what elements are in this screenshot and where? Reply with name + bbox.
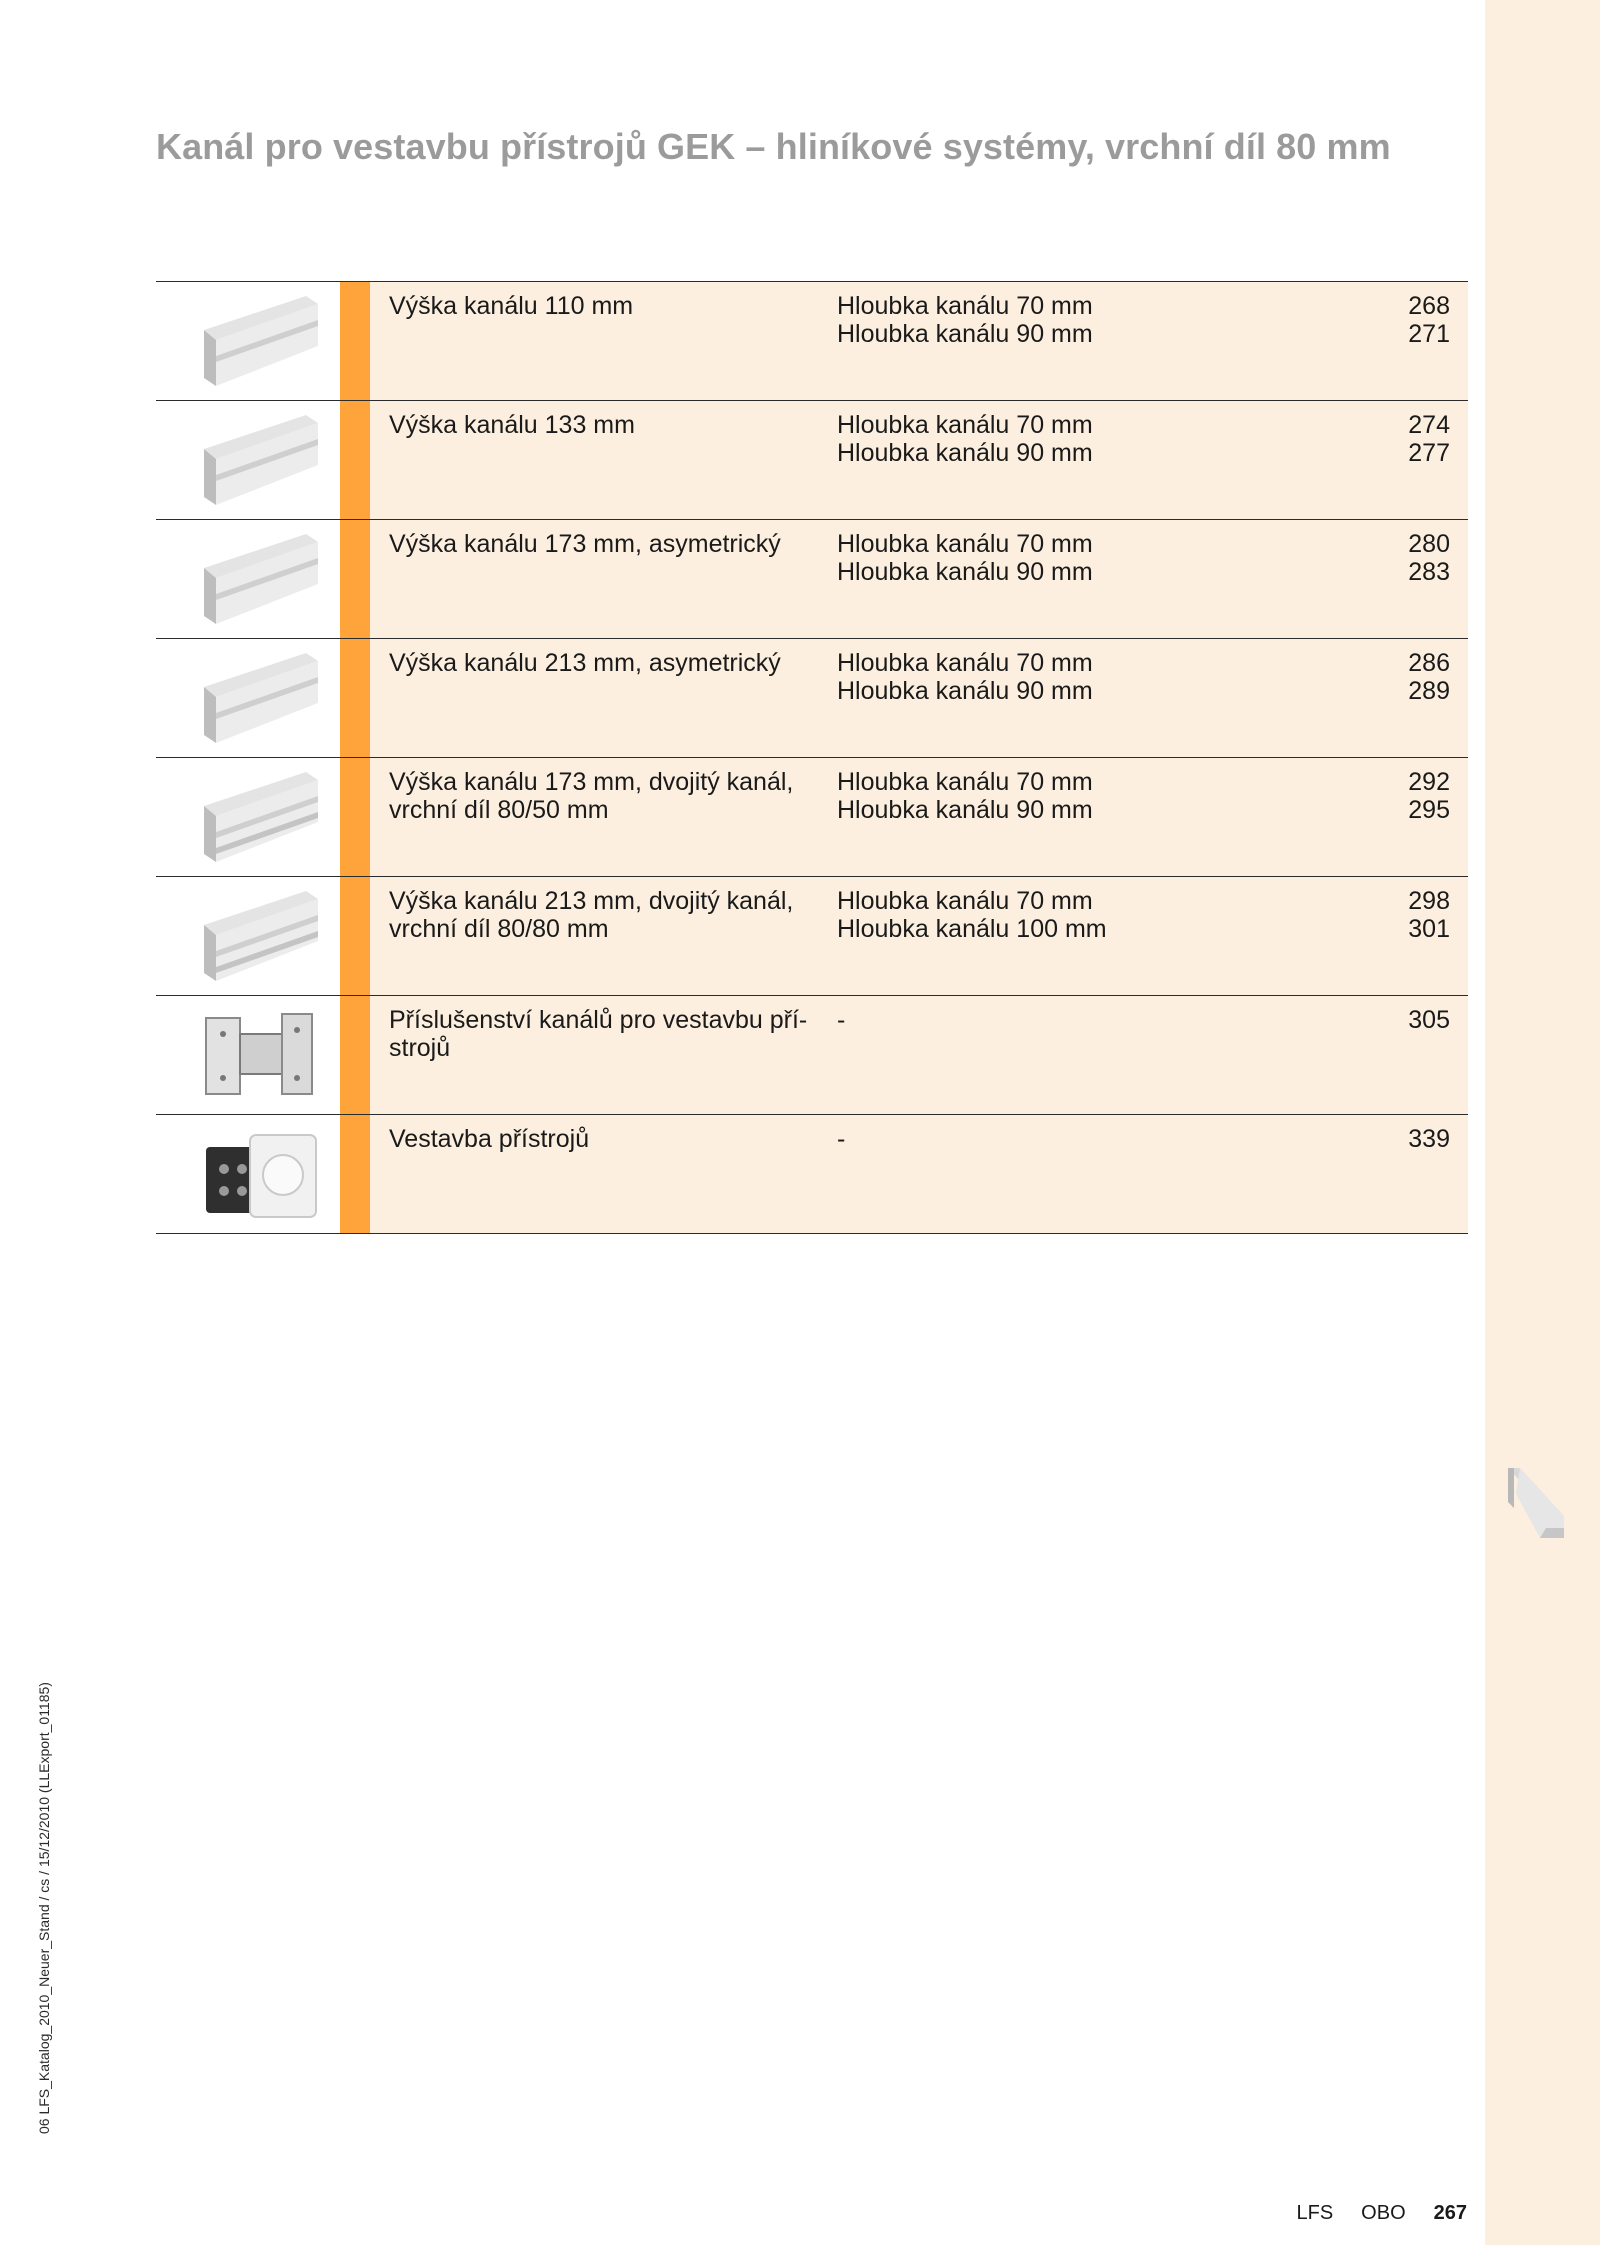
footer-brand: OBO xyxy=(1361,2202,1406,2224)
channel-depth-cell xyxy=(837,292,1137,348)
channel-depth-cell xyxy=(837,768,1137,824)
page-reference-cell xyxy=(1330,1006,1450,1034)
page-title: Kanál pro vestavbu přístrojů GEK – hliníkové systémy, vrchní díl 80 mm xyxy=(156,126,1391,167)
device-installation-icon xyxy=(196,1123,326,1227)
channel-depth-cell xyxy=(837,649,1137,705)
product-description: Výška kanálu 213 mm, asymetrický xyxy=(389,649,781,677)
product-description-cell xyxy=(389,768,819,824)
page-reference[interactable]: 274 xyxy=(1408,411,1450,439)
accent-stripe xyxy=(340,877,370,995)
aluminium-channel-133-icon xyxy=(196,409,326,513)
accent-stripe xyxy=(340,996,370,1114)
channel-depth-cell xyxy=(837,411,1137,467)
product-description: vrchní díl 80/50 mm xyxy=(389,796,609,824)
channel-depth-cell xyxy=(837,887,1137,943)
page-reference[interactable]: 283 xyxy=(1408,558,1450,586)
accent-stripe xyxy=(340,639,370,757)
accent-stripe xyxy=(340,758,370,876)
table-row xyxy=(156,638,1468,757)
product-description: Výška kanálu 133 mm xyxy=(389,411,635,439)
table-row xyxy=(156,876,1468,995)
aluminium-channel-213-asym-icon xyxy=(196,647,326,751)
table-row xyxy=(156,281,1468,400)
accent-stripe xyxy=(340,282,370,400)
product-description: Výška kanálu 173 mm, asymetrický xyxy=(389,530,781,558)
page-reference-cell xyxy=(1330,1125,1450,1153)
channel-depth-cell xyxy=(837,1125,1137,1153)
product-description: Výška kanálu 110 mm xyxy=(389,292,634,320)
product-description: strojů xyxy=(389,1034,451,1062)
channel-depth: - xyxy=(837,1006,846,1034)
page-reference[interactable]: 289 xyxy=(1408,677,1450,705)
table-row xyxy=(156,1114,1468,1234)
page-reference[interactable]: 271 xyxy=(1408,320,1450,348)
page-reference[interactable]: 295 xyxy=(1408,796,1450,824)
channel-depth: Hloubka kanálu 70 mm xyxy=(837,292,1093,320)
page-reference-cell xyxy=(1330,530,1450,586)
product-description: Výška kanálu 213 mm, dvojitý kanál, xyxy=(389,887,794,915)
channel-depth: Hloubka kanálu 70 mm xyxy=(837,887,1093,915)
product-description: Vestavba přístrojů xyxy=(389,1125,590,1153)
channel-depth: Hloubka kanálu 70 mm xyxy=(837,411,1093,439)
page-reference[interactable]: 301 xyxy=(1408,915,1450,943)
side-band xyxy=(1485,0,1600,2245)
accent-stripe xyxy=(340,401,370,519)
product-description-cell xyxy=(389,530,819,558)
channel-depth: Hloubka kanálu 90 mm xyxy=(837,558,1093,586)
page-reference[interactable]: 292 xyxy=(1408,768,1450,796)
page-reference[interactable]: 305 xyxy=(1408,1006,1450,1034)
product-description-cell xyxy=(389,292,819,320)
channel-depth: Hloubka kanálu 90 mm xyxy=(837,439,1093,467)
product-description-cell xyxy=(389,411,819,439)
page-reference[interactable]: 268 xyxy=(1408,292,1450,320)
product-description-cell xyxy=(389,1125,819,1153)
side-channel-thumbnail-icon xyxy=(1506,1468,1566,1540)
page-footer xyxy=(1296,2202,1467,2225)
table-row xyxy=(156,995,1468,1114)
product-description-cell xyxy=(389,1006,819,1062)
channel-accessories-icon xyxy=(196,1004,326,1108)
product-description-cell xyxy=(389,649,819,677)
page-reference[interactable]: 298 xyxy=(1408,887,1450,915)
channel-depth: Hloubka kanálu 100 mm xyxy=(837,915,1107,943)
page-reference[interactable]: 286 xyxy=(1408,649,1450,677)
channel-depth: Hloubka kanálu 70 mm xyxy=(837,530,1093,558)
accent-stripe xyxy=(340,520,370,638)
page-reference-cell xyxy=(1330,649,1450,705)
product-description: vrchní díl 80/80 mm xyxy=(389,915,609,943)
page-reference[interactable]: 277 xyxy=(1408,439,1450,467)
page-reference-cell xyxy=(1330,887,1450,943)
channel-depth: - xyxy=(837,1125,846,1153)
aluminium-channel-110-icon xyxy=(196,290,326,394)
product-description-cell xyxy=(389,887,819,943)
aluminium-double-channel-213-icon xyxy=(196,885,326,989)
page-reference[interactable]: 339 xyxy=(1408,1125,1450,1153)
channel-depth-cell xyxy=(837,530,1137,586)
page-reference[interactable]: 280 xyxy=(1408,530,1450,558)
footer-section: LFS xyxy=(1296,2202,1334,2224)
product-description: Výška kanálu 173 mm, dvojitý kanál, xyxy=(389,768,794,796)
channel-depth-cell xyxy=(837,1006,1137,1034)
channel-depth: Hloubka kanálu 70 mm xyxy=(837,768,1093,796)
table-row xyxy=(156,519,1468,638)
page-reference-cell xyxy=(1330,768,1450,824)
page-number: 267 xyxy=(1433,2202,1467,2224)
aluminium-double-channel-173-icon xyxy=(196,766,326,870)
page-reference-cell xyxy=(1330,411,1450,467)
print-job-note: 06 LFS_Katalog_2010_Neuer_Stand / cs / 15/12/2010 (LLExport_01185) xyxy=(36,1682,52,2134)
product-description: Příslušenství kanálů pro vestavbu pří- xyxy=(389,1006,808,1034)
page-reference-cell xyxy=(1330,292,1450,348)
channel-depth: Hloubka kanálu 90 mm xyxy=(837,677,1093,705)
product-table xyxy=(156,281,1468,1234)
channel-depth: Hloubka kanálu 90 mm xyxy=(837,796,1093,824)
table-row xyxy=(156,400,1468,519)
channel-depth: Hloubka kanálu 70 mm xyxy=(837,649,1093,677)
aluminium-channel-173-asym-icon xyxy=(196,528,326,632)
table-row xyxy=(156,757,1468,876)
accent-stripe xyxy=(340,1115,370,1233)
channel-depth: Hloubka kanálu 90 mm xyxy=(837,320,1093,348)
